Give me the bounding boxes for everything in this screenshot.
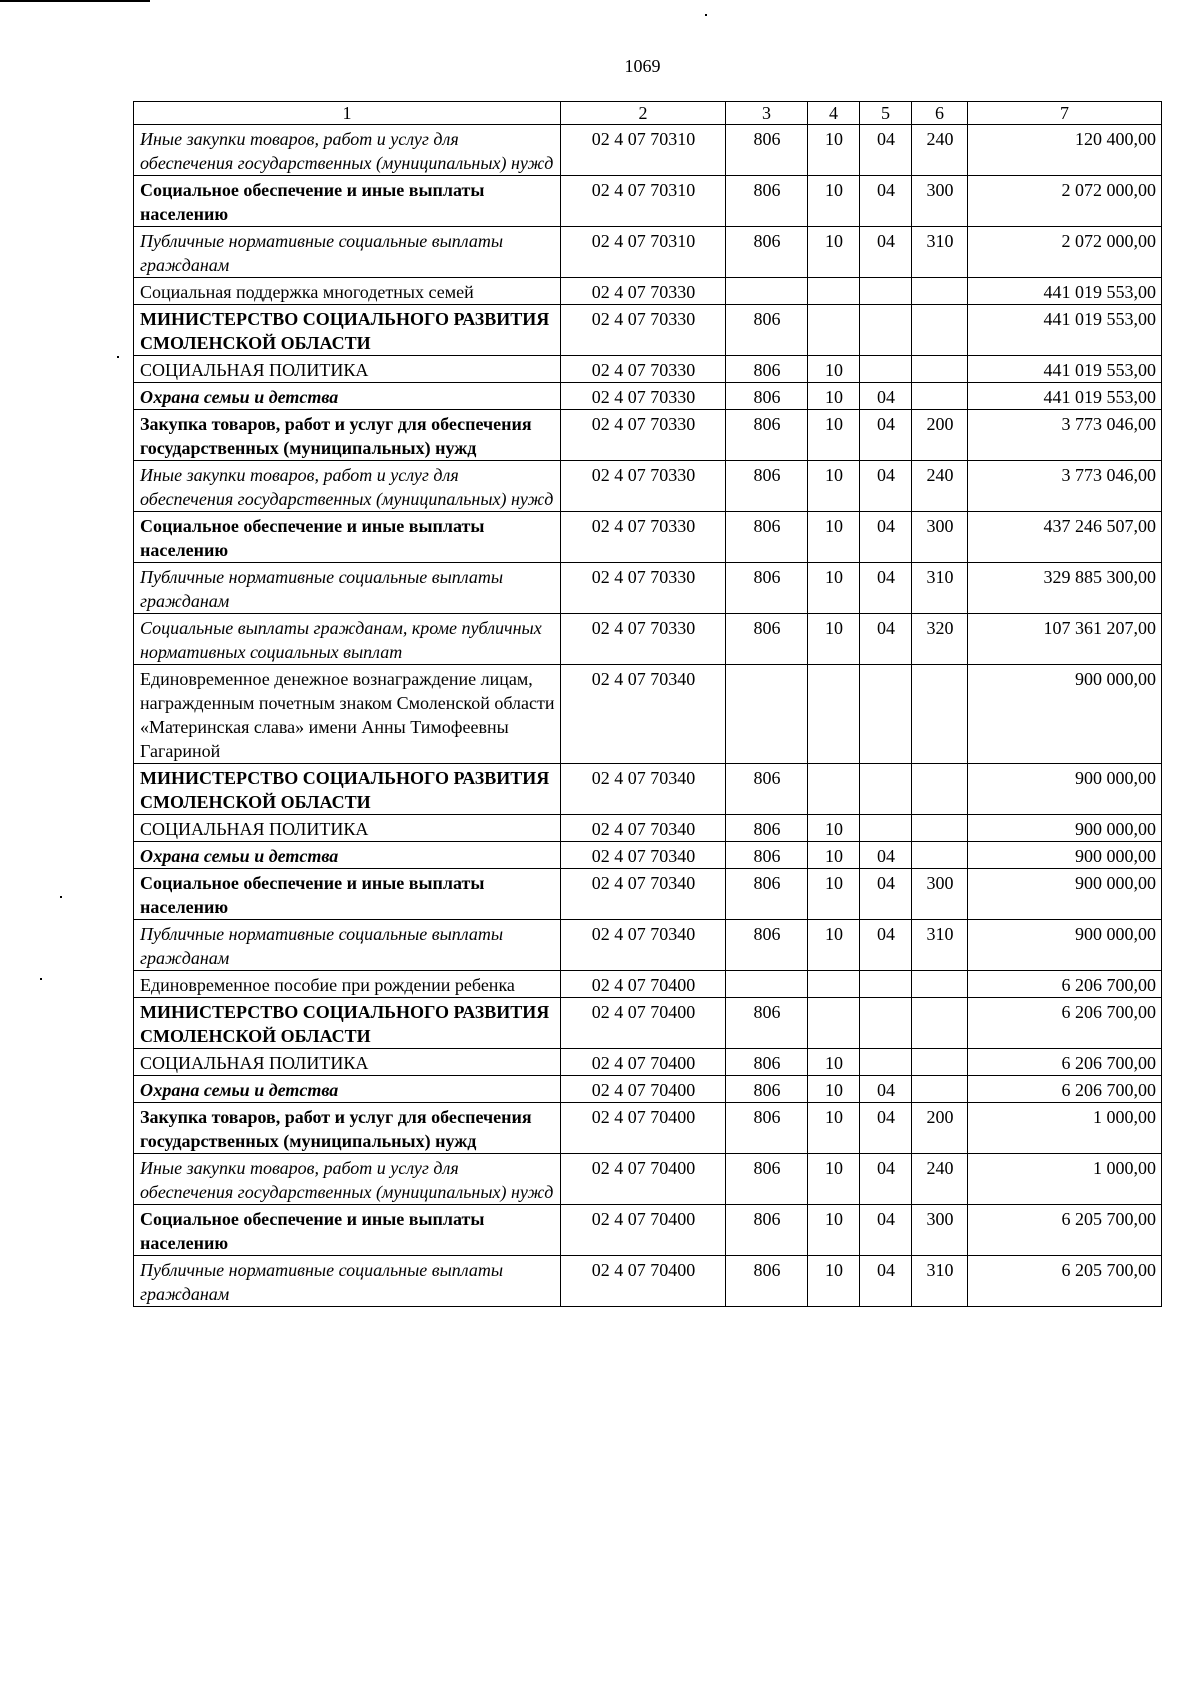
row-section-cell (808, 971, 860, 998)
table-row (134, 1205, 1162, 1256)
row-name-cell: Публичные нормативные социальные выплаты гражданам (134, 563, 561, 614)
row-amount-cell: 441 019 553,00 (968, 383, 1162, 410)
header-cell-type: 6 (912, 102, 968, 125)
row-ministry-cell: 806 (726, 1256, 808, 1307)
row-subsection-cell: 04 (860, 614, 912, 665)
table-row (134, 842, 1162, 869)
row-type-cell (912, 842, 968, 869)
row-ministry-cell: 806 (726, 920, 808, 971)
row-subsection-cell (860, 665, 912, 764)
row-section-cell: 10 (808, 461, 860, 512)
row-type-cell (912, 383, 968, 410)
row-subsection-cell: 04 (860, 1076, 912, 1103)
row-type-cell: 200 (912, 1103, 968, 1154)
row-amount-cell: 441 019 553,00 (968, 305, 1162, 356)
row-subsection-cell (860, 998, 912, 1049)
row-code-cell: 02 4 07 70310 (561, 125, 726, 176)
header-cell-section: 4 (808, 102, 860, 125)
row-amount-cell: 6 206 700,00 (968, 1049, 1162, 1076)
row-type-cell: 310 (912, 563, 968, 614)
row-name-cell: Социальное обеспечение и иные выплаты населению (134, 869, 561, 920)
row-code-cell: 02 4 07 70400 (561, 1256, 726, 1307)
table-row (134, 764, 1162, 815)
row-name-cell: Закупка товаров, работ и услуг для обеспечения государственных (муниципальных) нужд (134, 410, 561, 461)
row-code-cell: 02 4 07 70400 (561, 1154, 726, 1205)
row-subsection-cell (860, 815, 912, 842)
row-ministry-cell: 806 (726, 614, 808, 665)
row-type-cell: 310 (912, 1256, 968, 1307)
row-ministry-cell: 806 (726, 1205, 808, 1256)
row-amount-cell: 900 000,00 (968, 665, 1162, 764)
row-name-cell: Социальное обеспечение и иные выплаты населению (134, 1205, 561, 1256)
row-section-cell: 10 (808, 1103, 860, 1154)
row-ministry-cell: 806 (726, 815, 808, 842)
budget-table-body (134, 125, 1162, 1307)
table-row (134, 1076, 1162, 1103)
row-subsection-cell: 04 (860, 1205, 912, 1256)
row-name-cell: СОЦИАЛЬНАЯ ПОЛИТИКА (134, 356, 561, 383)
row-code-cell: 02 4 07 70400 (561, 998, 726, 1049)
row-code-cell: 02 4 07 70400 (561, 1205, 726, 1256)
row-type-cell (912, 356, 968, 383)
row-ministry-cell: 806 (726, 563, 808, 614)
row-section-cell (808, 305, 860, 356)
table-row (134, 971, 1162, 998)
row-code-cell: 02 4 07 70330 (561, 614, 726, 665)
row-code-cell: 02 4 07 70310 (561, 176, 726, 227)
row-ministry-cell (726, 278, 808, 305)
row-code-cell: 02 4 07 70340 (561, 665, 726, 764)
scan-speck (60, 896, 62, 898)
row-code-cell: 02 4 07 70330 (561, 410, 726, 461)
row-section-cell: 10 (808, 1049, 860, 1076)
row-subsection-cell: 04 (860, 125, 912, 176)
row-name-cell: МИНИСТЕРСТВО СОЦИАЛЬНОГО РАЗВИТИЯ СМОЛЕНСКОЙ ОБЛАСТИ (134, 305, 561, 356)
row-type-cell: 240 (912, 461, 968, 512)
row-section-cell: 10 (808, 869, 860, 920)
table-row (134, 563, 1162, 614)
row-subsection-cell: 04 (860, 1154, 912, 1205)
row-section-cell: 10 (808, 125, 860, 176)
row-name-cell: Охрана семьи и детства (134, 1076, 561, 1103)
row-code-cell: 02 4 07 70340 (561, 842, 726, 869)
row-type-cell: 240 (912, 125, 968, 176)
table-row (134, 383, 1162, 410)
row-name-cell: Единовременное денежное вознаграждение лицам, награжденным почетным знаком Смоленской области «Материнская слава» имени Анны Тимофеевны Гагариной (134, 665, 561, 764)
row-amount-cell: 6 206 700,00 (968, 971, 1162, 998)
row-ministry-cell: 806 (726, 512, 808, 563)
row-name-cell: Охрана семьи и детства (134, 842, 561, 869)
row-section-cell: 10 (808, 1205, 860, 1256)
row-type-cell (912, 971, 968, 998)
row-name-cell: Охрана семьи и детства (134, 383, 561, 410)
row-amount-cell: 6 206 700,00 (968, 1076, 1162, 1103)
row-subsection-cell: 04 (860, 176, 912, 227)
row-ministry-cell: 806 (726, 1154, 808, 1205)
row-amount-cell: 107 361 207,00 (968, 614, 1162, 665)
row-subsection-cell: 04 (860, 512, 912, 563)
row-ministry-cell: 806 (726, 227, 808, 278)
row-code-cell: 02 4 07 70400 (561, 971, 726, 998)
table-row (134, 1154, 1162, 1205)
row-amount-cell: 2 072 000,00 (968, 227, 1162, 278)
scan-edge-line (0, 0, 150, 2)
row-name-cell: Социальное обеспечение и иные выплаты населению (134, 176, 561, 227)
row-code-cell: 02 4 07 70340 (561, 869, 726, 920)
row-type-cell: 300 (912, 512, 968, 563)
table-row (134, 1256, 1162, 1307)
table-row (134, 356, 1162, 383)
table-row (134, 176, 1162, 227)
row-code-cell: 02 4 07 70330 (561, 305, 726, 356)
row-amount-cell: 441 019 553,00 (968, 356, 1162, 383)
row-type-cell (912, 305, 968, 356)
scan-speck (117, 356, 119, 358)
row-ministry-cell: 806 (726, 410, 808, 461)
row-section-cell: 10 (808, 512, 860, 563)
row-name-cell: Социальная поддержка многодетных семей (134, 278, 561, 305)
row-type-cell (912, 998, 968, 1049)
row-type-cell: 300 (912, 1205, 968, 1256)
row-amount-cell: 900 000,00 (968, 869, 1162, 920)
row-name-cell: СОЦИАЛЬНАЯ ПОЛИТИКА (134, 815, 561, 842)
row-ministry-cell (726, 665, 808, 764)
table-row (134, 512, 1162, 563)
row-name-cell: СОЦИАЛЬНАЯ ПОЛИТИКА (134, 1049, 561, 1076)
row-amount-cell: 120 400,00 (968, 125, 1162, 176)
row-amount-cell: 900 000,00 (968, 920, 1162, 971)
row-amount-cell: 437 246 507,00 (968, 512, 1162, 563)
row-amount-cell: 900 000,00 (968, 815, 1162, 842)
table-row (134, 410, 1162, 461)
budget-table (133, 101, 1162, 1307)
row-type-cell (912, 1049, 968, 1076)
row-ministry-cell (726, 971, 808, 998)
row-subsection-cell: 04 (860, 383, 912, 410)
row-code-cell: 02 4 07 70400 (561, 1076, 726, 1103)
row-subsection-cell: 04 (860, 1103, 912, 1154)
row-amount-cell: 900 000,00 (968, 842, 1162, 869)
row-code-cell: 02 4 07 70340 (561, 920, 726, 971)
row-ministry-cell: 806 (726, 1076, 808, 1103)
row-code-cell: 02 4 07 70310 (561, 227, 726, 278)
row-ministry-cell: 806 (726, 1049, 808, 1076)
header-cell-amount: 7 (968, 102, 1162, 125)
table-row (134, 1103, 1162, 1154)
scan-speck (40, 978, 42, 980)
row-name-cell: Социальные выплаты гражданам, кроме публичных нормативных социальных выплат (134, 614, 561, 665)
row-section-cell: 10 (808, 410, 860, 461)
row-ministry-cell: 806 (726, 1103, 808, 1154)
row-name-cell: Публичные нормативные социальные выплаты гражданам (134, 227, 561, 278)
header-cell-subsection: 5 (860, 102, 912, 125)
header-cell-code: 2 (561, 102, 726, 125)
row-section-cell: 10 (808, 1076, 860, 1103)
table-row (134, 1049, 1162, 1076)
table-row (134, 665, 1162, 764)
row-name-cell: Социальное обеспечение и иные выплаты населению (134, 512, 561, 563)
row-section-cell: 10 (808, 1256, 860, 1307)
header-cell-name: 1 (134, 102, 561, 125)
row-ministry-cell: 806 (726, 305, 808, 356)
row-section-cell (808, 764, 860, 815)
row-code-cell: 02 4 07 70340 (561, 764, 726, 815)
row-type-cell: 300 (912, 869, 968, 920)
row-ministry-cell: 806 (726, 356, 808, 383)
row-subsection-cell (860, 278, 912, 305)
row-section-cell: 10 (808, 227, 860, 278)
header-row (134, 102, 1162, 125)
row-subsection-cell: 04 (860, 461, 912, 512)
table-row (134, 278, 1162, 305)
row-amount-cell: 6 205 700,00 (968, 1205, 1162, 1256)
row-type-cell: 310 (912, 920, 968, 971)
row-type-cell (912, 278, 968, 305)
table-row (134, 920, 1162, 971)
row-name-cell: Закупка товаров, работ и услуг для обеспечения государственных (муниципальных) нужд (134, 1103, 561, 1154)
row-subsection-cell (860, 1049, 912, 1076)
row-amount-cell: 1 000,00 (968, 1154, 1162, 1205)
row-type-cell: 320 (912, 614, 968, 665)
table-row (134, 614, 1162, 665)
table-row (134, 461, 1162, 512)
row-name-cell: Иные закупки товаров, работ и услуг для обеспечения государственных (муниципальных) нужд (134, 125, 561, 176)
table-row (134, 869, 1162, 920)
row-code-cell: 02 4 07 70330 (561, 512, 726, 563)
row-ministry-cell: 806 (726, 998, 808, 1049)
row-code-cell: 02 4 07 70330 (561, 461, 726, 512)
row-type-cell (912, 764, 968, 815)
row-ministry-cell: 806 (726, 461, 808, 512)
row-subsection-cell (860, 305, 912, 356)
row-name-cell: МИНИСТЕРСТВО СОЦИАЛЬНОГО РАЗВИТИЯ СМОЛЕНСКОЙ ОБЛАСТИ (134, 998, 561, 1049)
row-subsection-cell (860, 356, 912, 383)
table-row (134, 305, 1162, 356)
row-name-cell: Публичные нормативные социальные выплаты гражданам (134, 1256, 561, 1307)
table-row (134, 125, 1162, 176)
row-section-cell: 10 (808, 356, 860, 383)
row-section-cell (808, 665, 860, 764)
row-type-cell (912, 665, 968, 764)
row-amount-cell: 2 072 000,00 (968, 176, 1162, 227)
row-type-cell (912, 815, 968, 842)
row-section-cell (808, 278, 860, 305)
row-ministry-cell: 806 (726, 383, 808, 410)
header-cell-ministry: 3 (726, 102, 808, 125)
row-code-cell: 02 4 07 70330 (561, 563, 726, 614)
row-name-cell: МИНИСТЕРСТВО СОЦИАЛЬНОГО РАЗВИТИЯ СМОЛЕНСКОЙ ОБЛАСТИ (134, 764, 561, 815)
table-row (134, 815, 1162, 842)
row-name-cell: Иные закупки товаров, работ и услуг для обеспечения государственных (муниципальных) нужд (134, 1154, 561, 1205)
row-code-cell: 02 4 07 70330 (561, 383, 726, 410)
row-code-cell: 02 4 07 70400 (561, 1049, 726, 1076)
row-section-cell: 10 (808, 1154, 860, 1205)
row-type-cell: 200 (912, 410, 968, 461)
row-name-cell: Единовременное пособие при рождении ребенка (134, 971, 561, 998)
row-section-cell: 10 (808, 815, 860, 842)
row-ministry-cell: 806 (726, 764, 808, 815)
row-subsection-cell: 04 (860, 920, 912, 971)
row-subsection-cell: 04 (860, 563, 912, 614)
row-ministry-cell: 806 (726, 125, 808, 176)
row-subsection-cell: 04 (860, 842, 912, 869)
row-amount-cell: 6 206 700,00 (968, 998, 1162, 1049)
row-section-cell: 10 (808, 920, 860, 971)
row-ministry-cell: 806 (726, 869, 808, 920)
row-ministry-cell: 806 (726, 842, 808, 869)
row-type-cell: 300 (912, 176, 968, 227)
row-type-cell (912, 1076, 968, 1103)
row-section-cell: 10 (808, 563, 860, 614)
row-section-cell: 10 (808, 176, 860, 227)
scan-speck (705, 14, 707, 16)
row-subsection-cell (860, 971, 912, 998)
row-amount-cell: 900 000,00 (968, 764, 1162, 815)
row-name-cell: Иные закупки товаров, работ и услуг для обеспечения государственных (муниципальных) нужд (134, 461, 561, 512)
row-amount-cell: 441 019 553,00 (968, 278, 1162, 305)
row-code-cell: 02 4 07 70330 (561, 278, 726, 305)
row-section-cell: 10 (808, 614, 860, 665)
row-type-cell: 310 (912, 227, 968, 278)
row-subsection-cell: 04 (860, 410, 912, 461)
table-row (134, 998, 1162, 1049)
table-row (134, 227, 1162, 278)
row-amount-cell: 1 000,00 (968, 1103, 1162, 1154)
row-code-cell: 02 4 07 70330 (561, 356, 726, 383)
row-amount-cell: 3 773 046,00 (968, 410, 1162, 461)
row-amount-cell: 6 205 700,00 (968, 1256, 1162, 1307)
row-section-cell: 10 (808, 842, 860, 869)
row-subsection-cell: 04 (860, 1256, 912, 1307)
row-amount-cell: 329 885 300,00 (968, 563, 1162, 614)
row-section-cell (808, 998, 860, 1049)
row-code-cell: 02 4 07 70340 (561, 815, 726, 842)
row-name-cell: Публичные нормативные социальные выплаты гражданам (134, 920, 561, 971)
row-amount-cell: 3 773 046,00 (968, 461, 1162, 512)
row-subsection-cell: 04 (860, 227, 912, 278)
row-type-cell: 240 (912, 1154, 968, 1205)
row-ministry-cell: 806 (726, 176, 808, 227)
row-code-cell: 02 4 07 70400 (561, 1103, 726, 1154)
row-subsection-cell: 04 (860, 869, 912, 920)
row-section-cell: 10 (808, 383, 860, 410)
row-subsection-cell (860, 764, 912, 815)
page-number: 1069 (624, 56, 661, 76)
